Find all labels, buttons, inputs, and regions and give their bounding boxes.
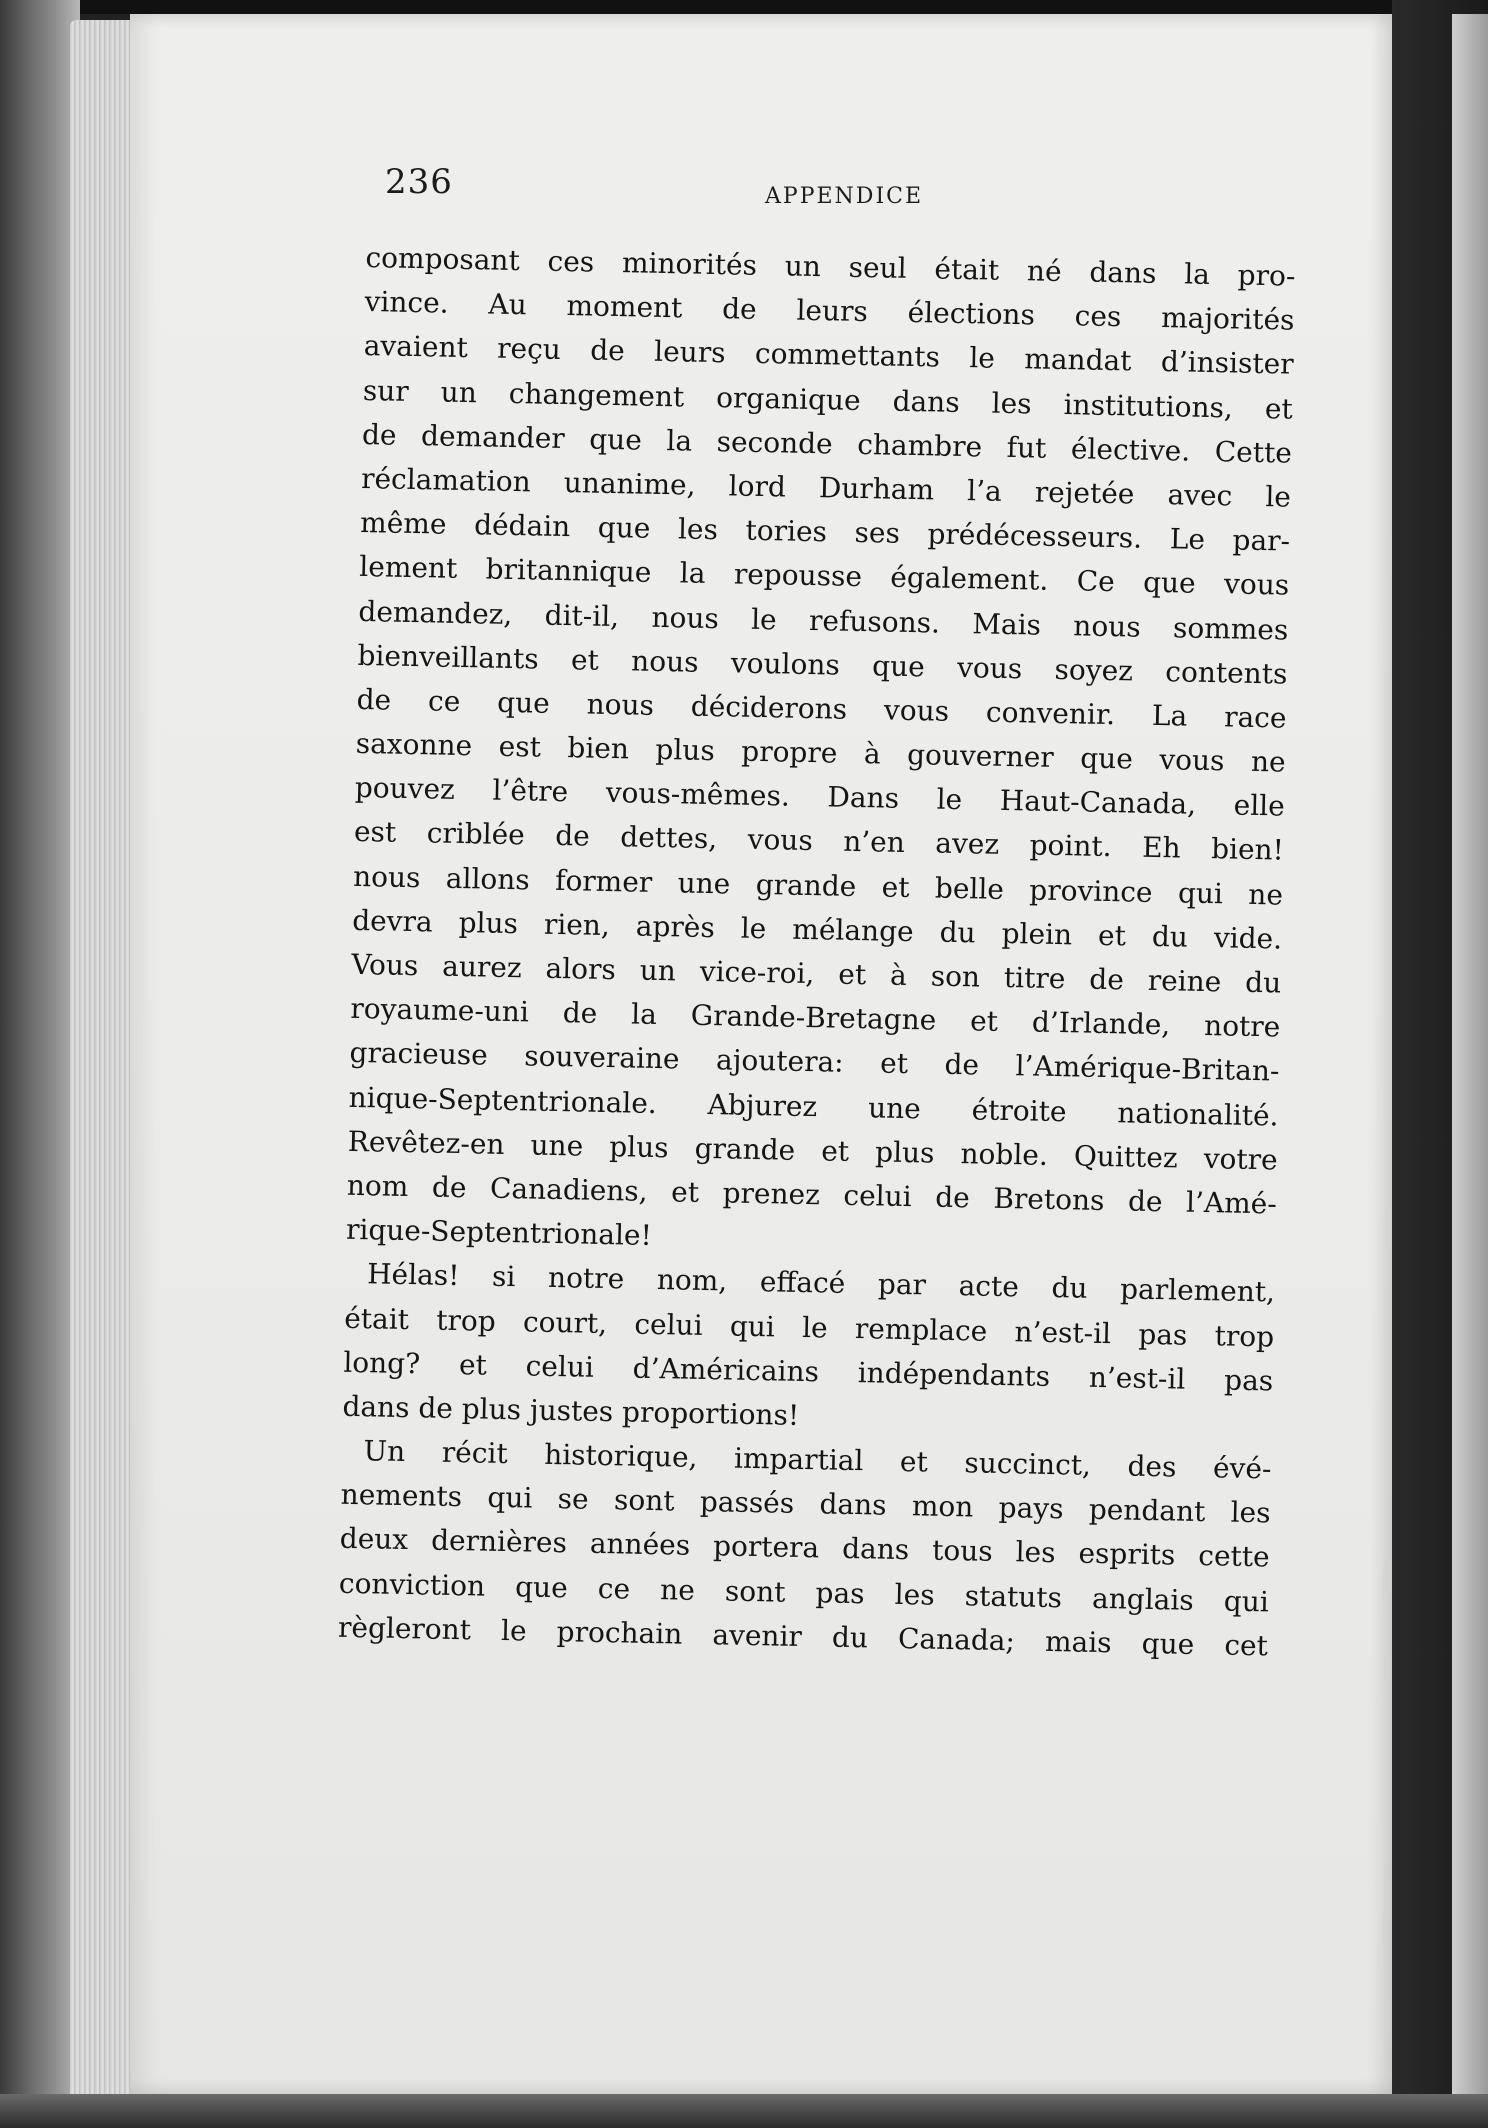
text-line: lement britannique la repousse également. Ce que vous	[359, 550, 1290, 602]
text-line: royaume-uni de la Grande-Bretagne et d’Irlande, notre	[350, 992, 1281, 1044]
text-line: dans de plus justes proportions!	[342, 1389, 800, 1432]
text-line: nements qui se sont passés dans mon pays pendant les	[340, 1477, 1271, 1530]
body-text	[338, 236, 1296, 1668]
text-line: de ce que nous déciderons vous convenir. La race	[356, 682, 1287, 735]
text-line: devra plus rien, après le mélange du plein et du vide.	[351, 903, 1283, 956]
text-line: conviction que ce ne sont pas les statuts anglais qui	[338, 1566, 1270, 1619]
text-line: Revêtez-en une plus grande et plus noble. Quittez votre	[347, 1124, 1278, 1177]
text-line: rique-Septentrionale!	[345, 1212, 653, 1253]
book-spine	[0, 0, 80, 2128]
text-line: Hélas! si notre nom, effacé par acte du parlement,	[366, 1257, 1276, 1309]
scanner-bottom-border	[0, 2094, 1488, 2128]
text-line: de demander que la seconde chambre fut élective. Cette	[361, 417, 1293, 470]
facing-page-edge	[1452, 14, 1488, 2094]
text-line: nom de Canadiens, et prenez celui de Bretons de l’Amé-	[346, 1168, 1278, 1221]
text-line: vince. Au moment de leurs élections ces majorités	[364, 285, 1295, 337]
text-line: Vous aurez alors un vice-roi, et à son titre de reine du	[351, 947, 1282, 1000]
text-line: gracieuse souveraine ajoutera: et de l’Amérique-Britan-	[349, 1036, 1280, 1088]
text-line: long? et celui d’Américains indépendants n’est-il pas	[343, 1345, 1274, 1398]
text-line: Un récit historique, impartial et succinct, des évé-	[363, 1434, 1272, 1486]
text-line: pouvez l’être vous-mêmes. Dans le Haut-Canada, elle	[354, 771, 1286, 823]
text-line: saxonne est bien plus propre à gouverner que vous ne	[355, 726, 1286, 779]
text-line: demandez, dit-il, nous le refusons. Mais nous sommes	[358, 594, 1289, 647]
text-line: deux dernières années portera dans tous les esprits cette	[339, 1522, 1270, 1574]
text-line: était trop court, celui qui le remplace n’est-il pas trop	[343, 1301, 1275, 1353]
page-number: 236	[385, 162, 453, 202]
text-line: est criblée de dettes, vous n’en avez point. Eh bien!	[353, 815, 1285, 867]
text-line: réclamation unanime, lord Durham l’a rejetée avec le	[360, 461, 1292, 514]
scanner-top-border	[0, 0, 1488, 14]
text-line: règleront le prochain avenir du Canada; mais que cet	[337, 1610, 1269, 1663]
text-line: composant ces minorités un seul était né dans la pro-	[365, 240, 1296, 293]
text-line: nous allons former une grande et belle province qui ne	[352, 859, 1284, 912]
running-head: APPENDICE	[765, 184, 924, 209]
text-line: nique-Septentrionale. Abjurez une étroite nationalité.	[348, 1080, 1279, 1133]
text-line: bienveillants et nous voulons que vous soyez contents	[357, 638, 1288, 691]
text-line: sur un changement organique dans les institutions, et	[362, 373, 1294, 426]
text-line: même dédain que les tories ses prédécesseurs. Le par-	[359, 506, 1291, 558]
text-line: avaient reçu de leurs commettants le mandat d’insister	[363, 329, 1294, 382]
